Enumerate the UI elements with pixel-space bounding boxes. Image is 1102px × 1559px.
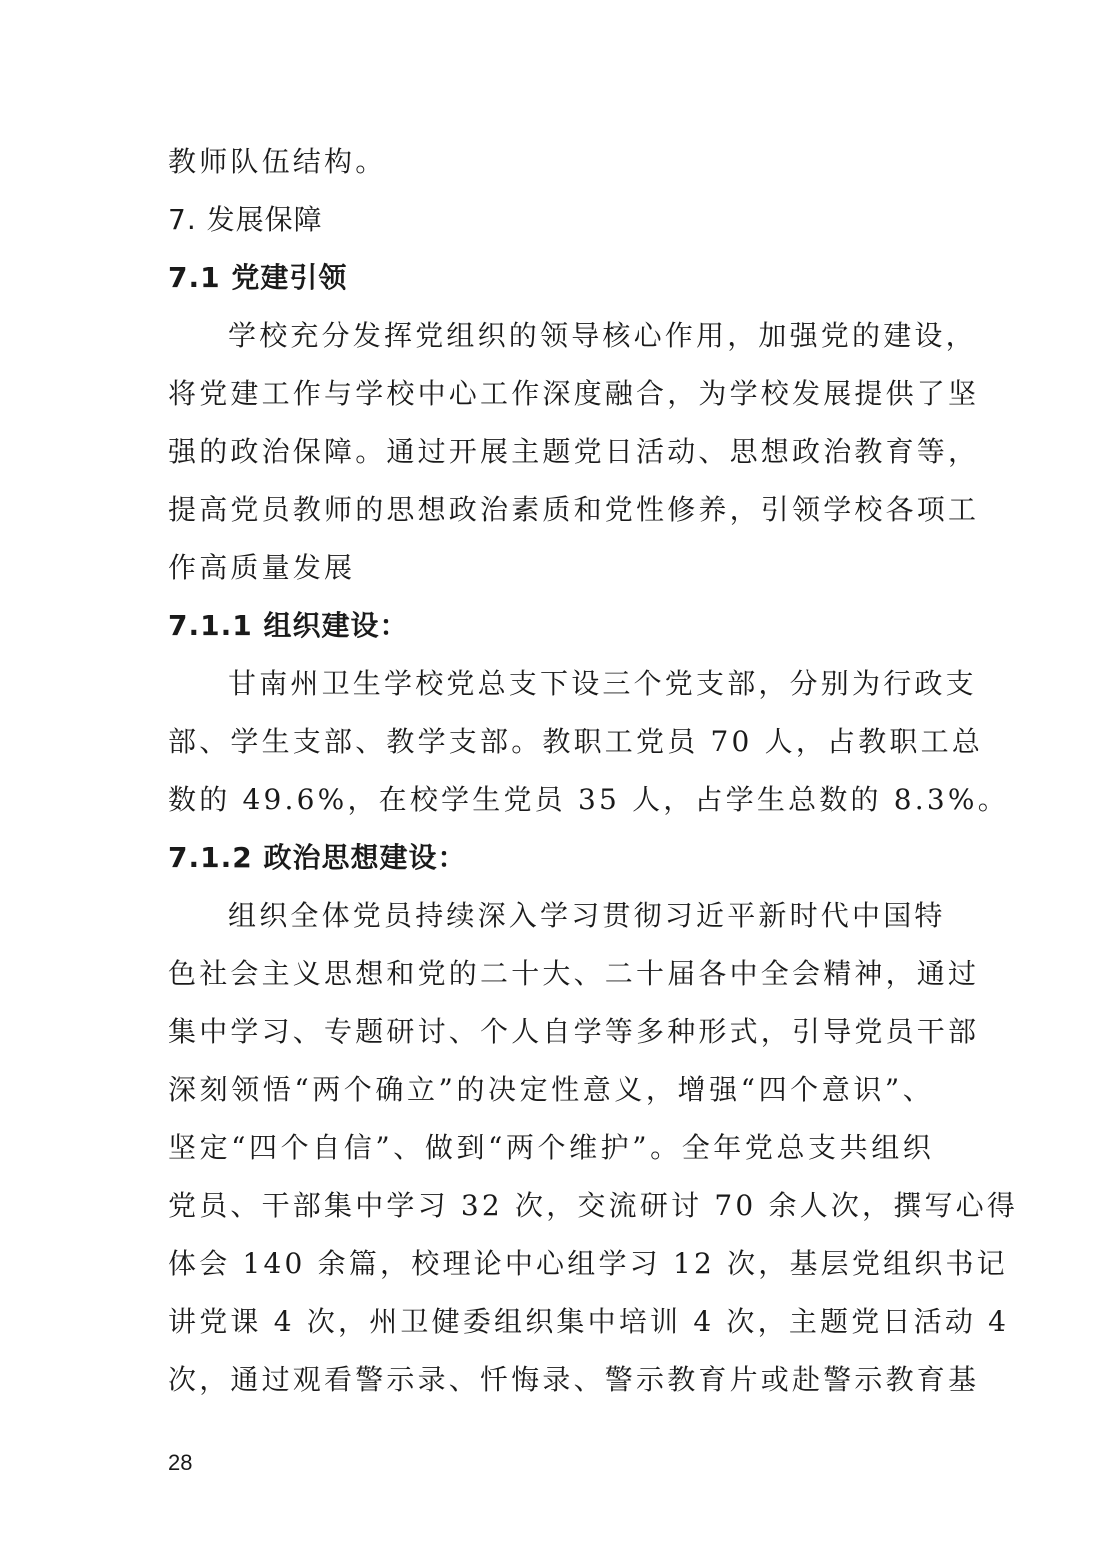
paragraph-line: 集中学习、专题研讨、个人自学等多种形式，引导党员干部 [168, 1015, 980, 1048]
paragraph-line: 学校充分发挥党组织的领导核心作用，加强党的建设， [228, 319, 977, 352]
paragraph-line: 部、学生支部、教学支部。教职工党员 70 人，占教职工总 [168, 725, 984, 758]
paragraph-line: 作高质量发展 [168, 551, 356, 584]
paragraph-line: 讲党课 4 次，州卫健委组织集中培训 4 次，主题党日活动 4 [168, 1305, 1010, 1338]
section-7-heading: 7. 发展保障 [168, 203, 323, 236]
paragraph-line: 数的 49.6%，在校学生党员 35 人，占学生总数的 8.3%。 [168, 783, 1009, 816]
paragraph-line: 将党建工作与学校中心工作深度融合，为学校发展提供了坚 [168, 377, 980, 410]
page-number: 28 [168, 1450, 193, 1475]
paragraph-line: 强的政治保障。通过开展主题党日活动、思想政治教育等， [168, 435, 980, 468]
section-7-1-heading: 7.1 党建引领 [168, 261, 348, 294]
paragraph-line: 体会 140 余篇，校理论中心组学习 12 次，基层党组织书记 [168, 1247, 1008, 1280]
paragraph-line: 色社会主义思想和党的二十大、二十届各中全会精神，通过 [168, 957, 980, 990]
paragraph-line: 坚定“四个自信”、做到“两个维护”。全年党总支共组织 [168, 1131, 934, 1164]
section-7-1-2-heading: 7.1.2 政治思想建设： [168, 841, 467, 874]
section-7-1-1-heading: 7.1.1 组织建设： [168, 609, 409, 642]
paragraph-line: 党员、干部集中学习 32 次，交流研讨 70 余人次，撰写心得 [168, 1189, 1019, 1222]
paragraph-line: 提高党员教师的思想政治素质和党性修养，引领学校各项工 [168, 493, 980, 526]
paragraph-line: 组织全体党员持续深入学习贯彻习近平新时代中国特 [228, 899, 946, 932]
paragraph-line: 次，通过观看警示录、忏悔录、警示教育片或赴警示教育基 [168, 1363, 980, 1396]
paragraph-line: 深刻领悟“两个确立”的决定性意义，增强“四个意识”、 [168, 1073, 934, 1106]
intro-tail-line: 教师队伍结构。 [168, 145, 387, 178]
paragraph-line: 甘南州卫生学校党总支下设三个党支部，分别为行政支 [228, 667, 977, 700]
